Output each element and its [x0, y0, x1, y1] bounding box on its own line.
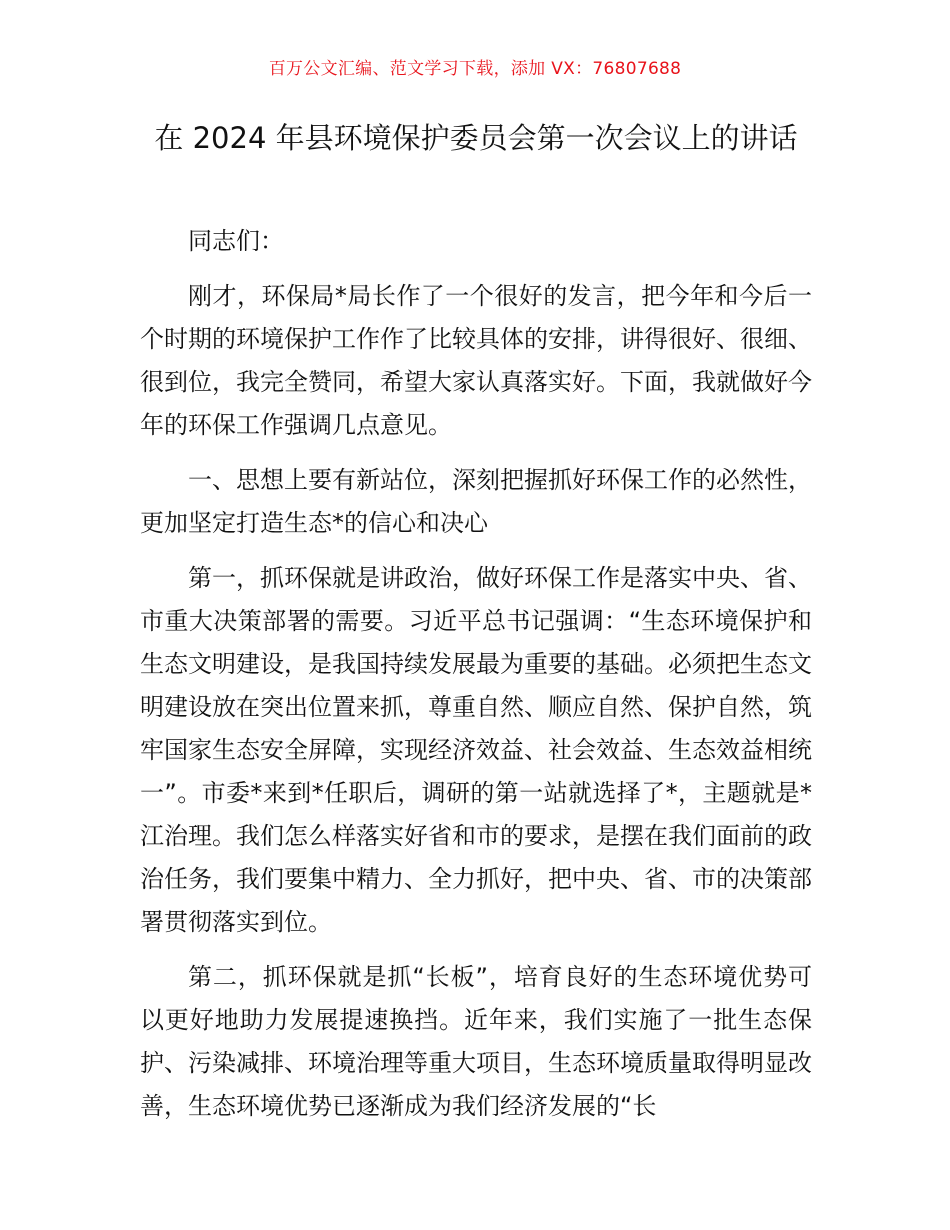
watermark-banner: 百万公文汇编、范文学习下载，添加 VX：76807688: [268, 59, 682, 79]
salutation: 同志们：: [188, 227, 284, 255]
document-body: [140, 220, 812, 1128]
section-heading: 一、思想上要有新站位，深刻把握抓好环保工作的必然性，更加坚定打造生态*的信心和决心: [140, 466, 812, 537]
paragraph: 第一，抓环保就是讲政治，做好环保工作是落实中央、省、市重大决策部署的需要。习近平总书记强调：“生态环境保护和生态文明建设，是我国持续发展最为重要的基础。必须把生态文明建设放在突出位置来抓，尊重自然、顺应自然、保护自然，筑牢国家生态安全屏障，实现经济效益、社会效益、生态效益相统一”。市委*来到*任职后，调研的第一站就选择了*，主题就是*江治理。我们怎么样落实好省和市的要求，是摆在我们面前的政治任务，我们要集中精力、全力抓好，把中央、省、市的决策部署贯彻落实到位。: [140, 564, 812, 936]
document-title: 在 2024 年县环境保护委员会第一次会议上的讲话: [154, 121, 798, 155]
paragraph: 第二，抓环保就是抓“长板”，培育良好的生态环境优势可以更好地助力发展提速换挡。近年来，我们实施了一批生态保护、污染减排、环境治理等重大项目，生态环境质量取得明显改善，生态环境优势已逐渐成为我们经济发展的“长: [140, 963, 812, 1120]
paragraph: 刚才，环保局*局长作了一个很好的发言，把今年和今后一个时期的环境保护工作作了比较具体的安排，讲得很好、很细、很到位，我完全赞同，希望大家认真落实好。下面，我就做好今年的环保工作强调几点意见。: [140, 282, 812, 439]
